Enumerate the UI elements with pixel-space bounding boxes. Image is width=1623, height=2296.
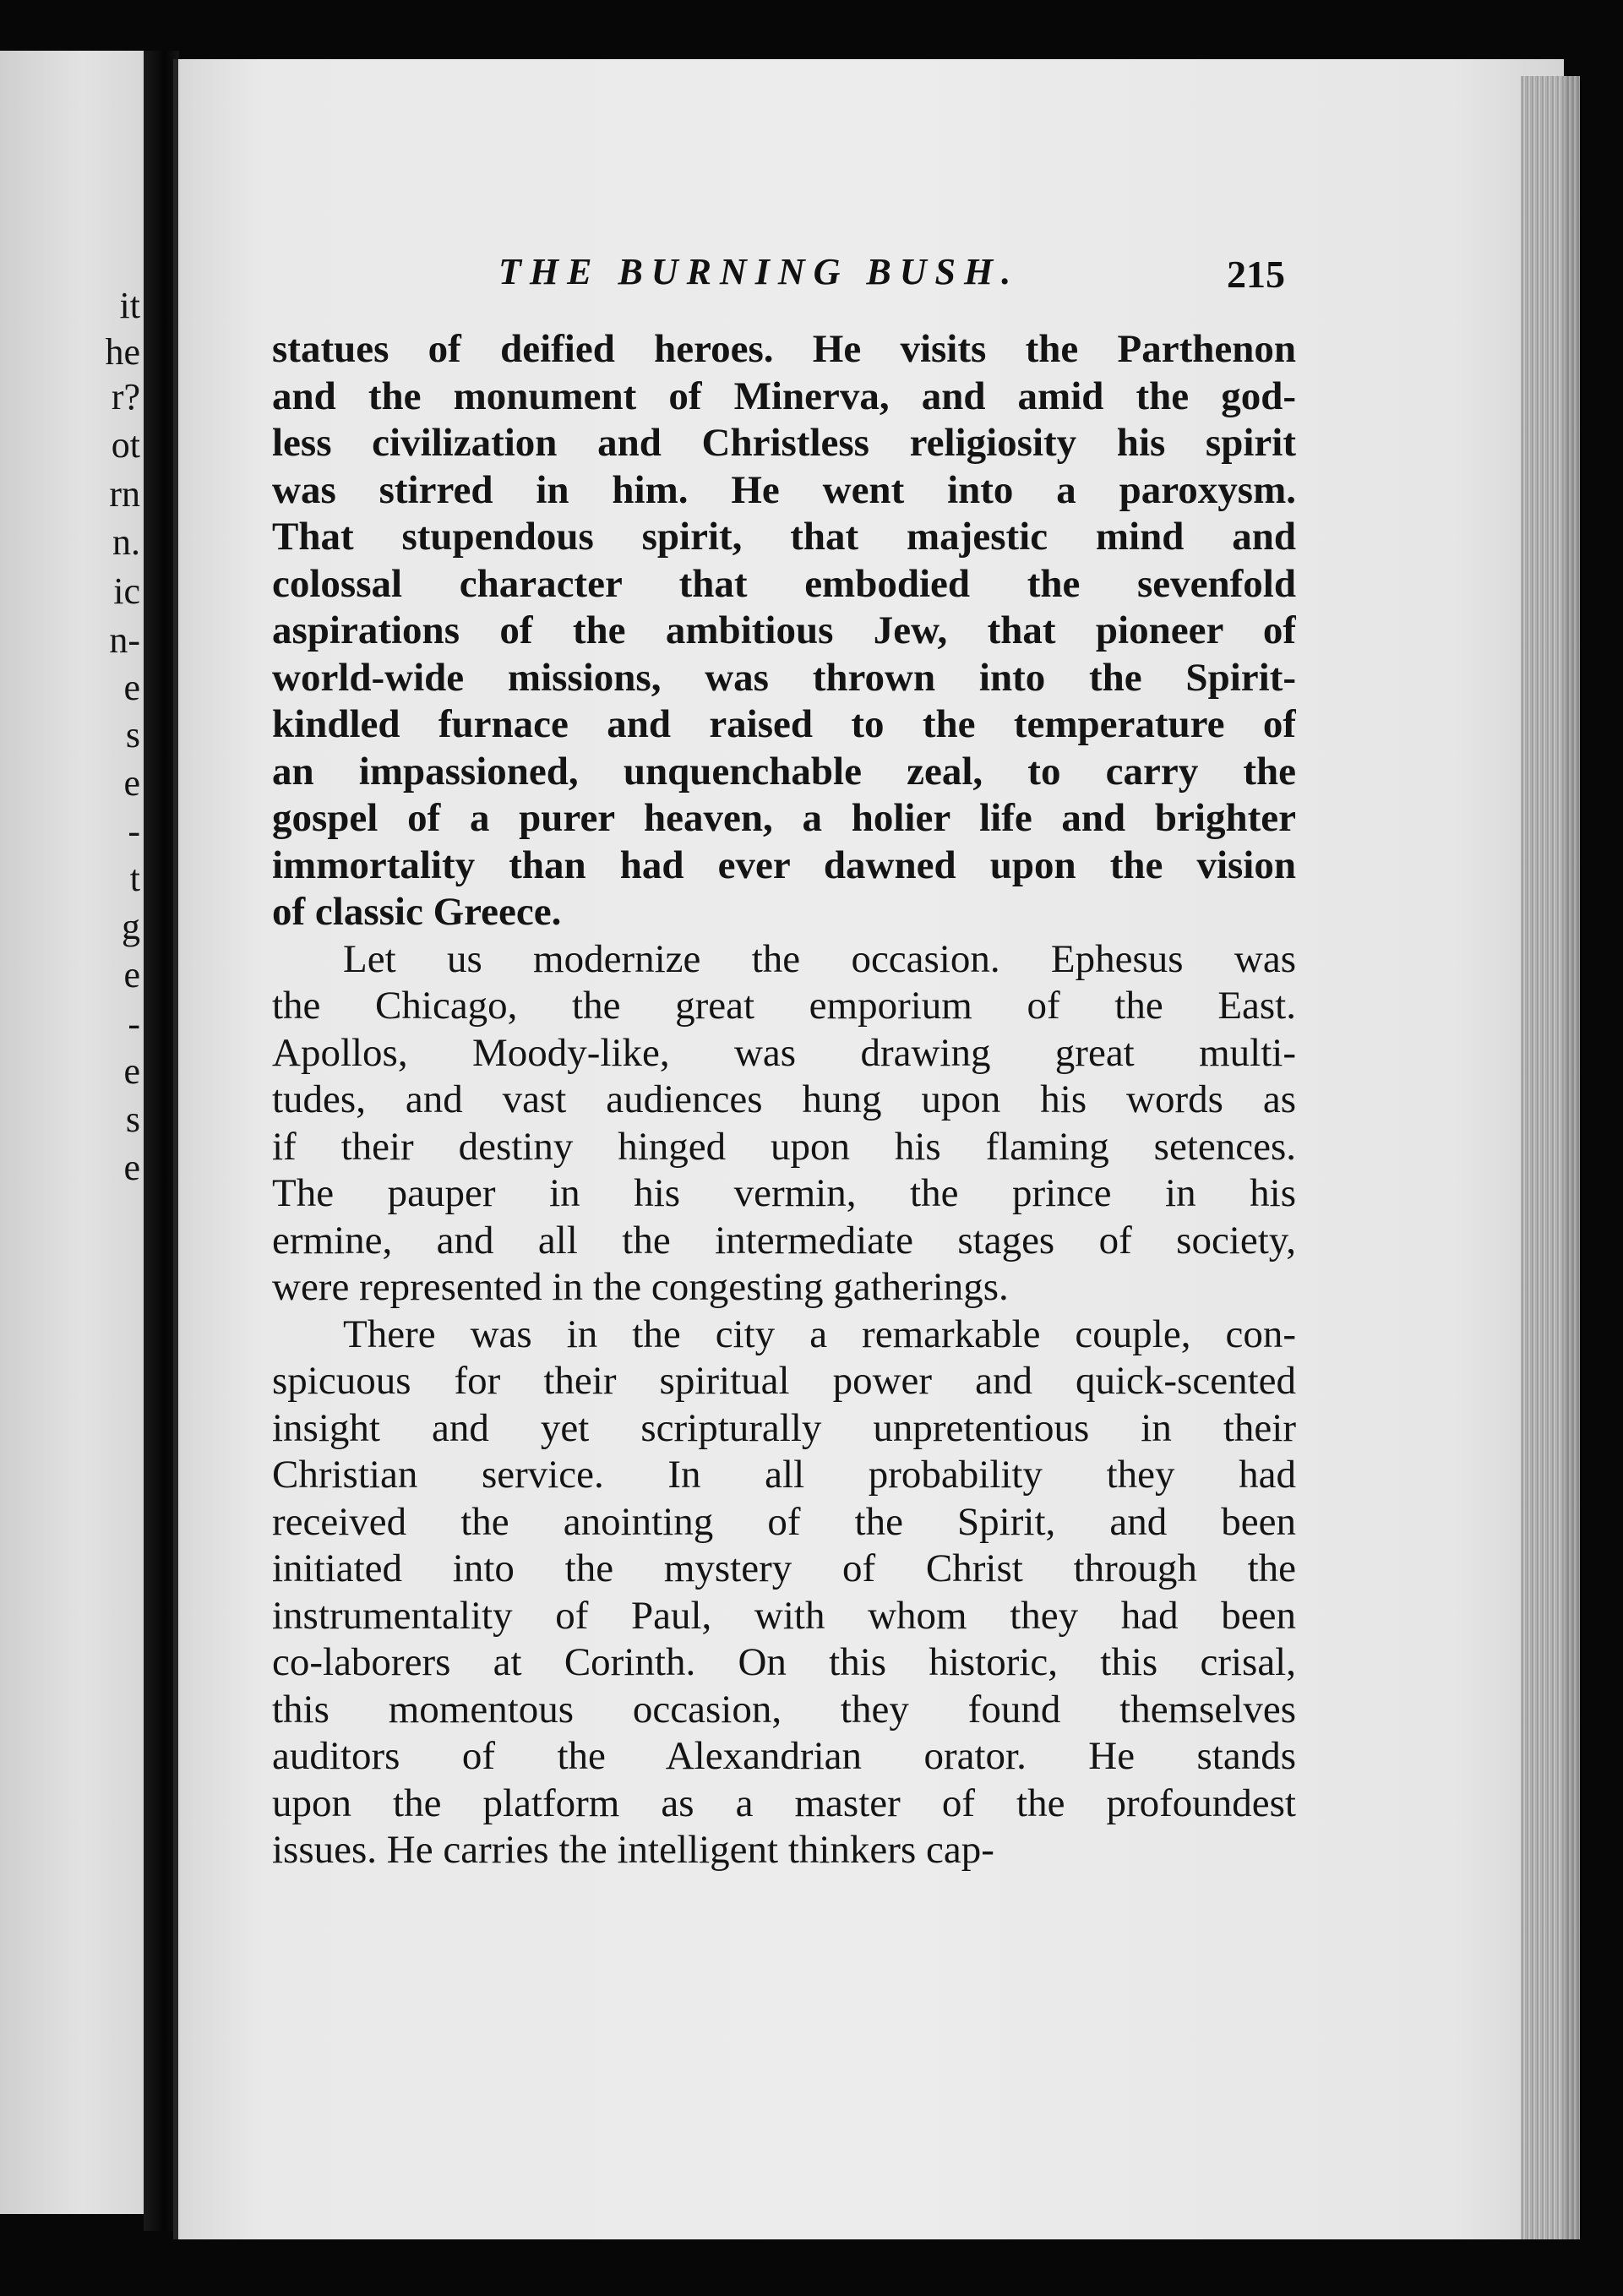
text-line: issues. He carries the intelligent thinkers cap-	[272, 1828, 994, 1872]
text-line: statues of deified heroes. He visits the Parthenon	[272, 327, 1296, 371]
text-line: Let us modernize the occasion. Ephesus was	[343, 936, 1296, 981]
paragraph	[272, 326, 1296, 936]
facing-page	[0, 51, 150, 2214]
facing-page-fragment: r?	[111, 376, 140, 417]
text-line: received the anointing of the Spirit, and been	[272, 1499, 1296, 1544]
text-line: kindled furnace and raised to the temperature of	[272, 702, 1296, 746]
facing-page-fragment: e	[123, 667, 140, 708]
text-line: initiated into the mystery of Christ through the	[272, 1546, 1296, 1590]
facing-page-fragment: s	[125, 714, 140, 755]
facing-page-fragment: n.	[112, 521, 140, 563]
text-line: That stupendous spirit, that majestic mind and	[272, 515, 1296, 559]
facing-page-fragment: ic	[113, 570, 140, 612]
text-line: tudes, and vast audiences hung upon his words as	[272, 1077, 1296, 1121]
text-line: less civilization and Christless religiosity his spirit	[272, 421, 1296, 465]
paragraph	[272, 936, 1296, 1312]
text-line: auditors of the Alexandrian orator. He stands	[272, 1734, 1296, 1778]
facing-page-fragment: e	[123, 1147, 140, 1188]
text-line: Apollos, Moody-like, was drawing great multi-	[272, 1030, 1296, 1075]
text-line: colossal character that embodied the sevenfold	[272, 561, 1296, 606]
facing-page-fragment: ot	[111, 424, 140, 466]
text-line: Christian service. In all probability they had	[272, 1453, 1296, 1497]
text-line: and the monument of Minerva, and amid the god-	[272, 374, 1296, 418]
text-line: an impassioned, unquenchable zeal, to carry the	[272, 749, 1296, 794]
text-line: spicuous for their spiritual power and quick-scented	[272, 1359, 1296, 1403]
facing-page-fragment: t	[129, 858, 140, 899]
text-line: world-wide missions, was thrown into the Spirit-	[272, 655, 1296, 700]
running-head: THE BURNING BUSH.	[498, 251, 1020, 292]
text-line: upon the platform as a master of the profoundest	[272, 1781, 1296, 1825]
page-number: 215	[1227, 253, 1285, 296]
text-line: were represented in the congesting gatherings.	[272, 1265, 1009, 1309]
facing-page-fragment: e	[123, 954, 140, 995]
facing-page-fragment: -	[128, 1003, 140, 1044]
body-text	[272, 326, 1296, 1874]
facing-page-fragment: n-	[109, 619, 140, 661]
facing-page-fragment: -	[128, 810, 140, 852]
facing-page-fragment: g	[122, 906, 140, 947]
text-line: insight and yet scripturally unpretentious in their	[272, 1405, 1296, 1450]
text-line: gospel of a purer heaven, a holier life and brighter	[272, 796, 1296, 840]
text-line: aspirations of the ambitious Jew, that pioneer of	[272, 608, 1296, 652]
text-line: if their destiny hinged upon his flaming setences.	[272, 1124, 1296, 1169]
paragraph	[272, 1312, 1296, 1874]
facing-page-fragment: rn	[109, 473, 140, 515]
text-line: the Chicago, the great emporium of the East.	[272, 984, 1296, 1028]
text-line: There was in the city a remarkable couple, con-	[343, 1312, 1296, 1356]
text-line: immortality than had ever dawned upon the vision	[272, 843, 1296, 887]
facing-page-fragment: e	[123, 762, 140, 804]
text-line: instrumentality of Paul, with whom they had been	[272, 1593, 1296, 1638]
text-line: was stirred in him. He went into a paroxysm.	[272, 467, 1296, 512]
text-line: ermine, and all the intermediate stages of society,	[272, 1218, 1296, 1263]
facing-page-fragment: e	[123, 1050, 140, 1092]
text-line: The pauper in his vermin, the prince in his	[272, 1171, 1296, 1215]
text-line: co-laborers at Corinth. On this historic, this crisal,	[272, 1640, 1296, 1684]
facing-page-fragment: s	[125, 1099, 140, 1140]
facing-page-fragment: he	[105, 331, 140, 373]
facing-page-fragment: it	[119, 285, 140, 326]
text-line: this momentous occasion, they found themselves	[272, 1687, 1296, 1732]
page-edges	[1521, 76, 1580, 2239]
text-line: of classic Greece.	[272, 890, 562, 934]
